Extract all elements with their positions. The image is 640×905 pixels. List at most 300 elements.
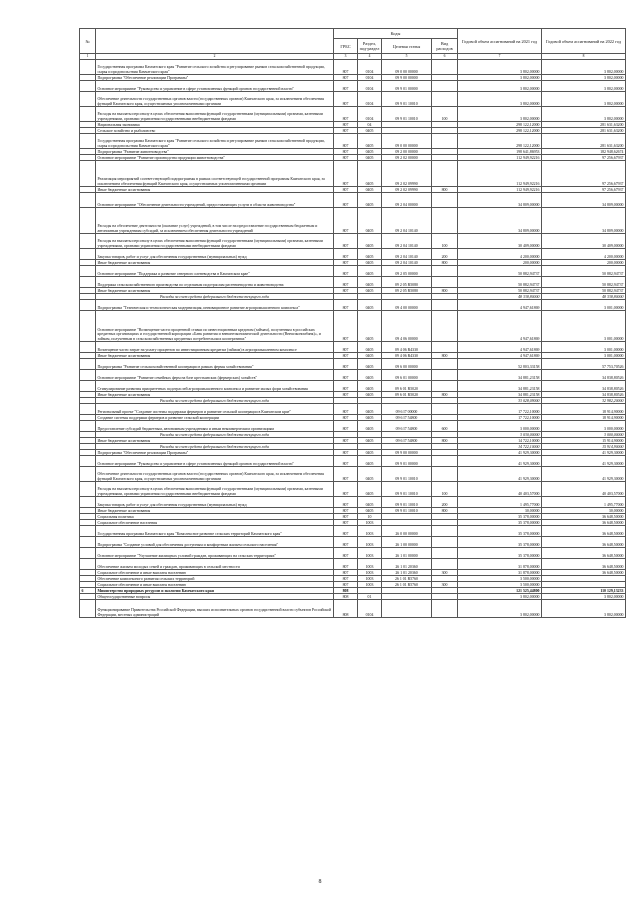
row-name: Иные бюджетные ассигнования bbox=[96, 353, 334, 359]
row-name: Основное мероприятие "Развитие семейных ферм на базе крестьянских (фермерских) хозяйств" bbox=[96, 370, 334, 381]
row-name: Социальное обеспечение и иные выплаты населению bbox=[96, 570, 334, 576]
row-expense-type bbox=[432, 266, 458, 277]
row-amount-2022: 97 256,67937 bbox=[542, 155, 626, 161]
table-row bbox=[80, 234, 626, 249]
row-razdel: 10 bbox=[358, 514, 382, 520]
row-expense-type bbox=[432, 526, 458, 537]
row-expense-type: 200 bbox=[432, 497, 458, 508]
row-expense-type: 800 bbox=[432, 353, 458, 359]
row-amount-2022: 15 914,90000 bbox=[542, 438, 626, 444]
row-amount-2022: 3 001,00000 bbox=[542, 353, 626, 359]
row-amount-2021: 50 882,94737 bbox=[458, 277, 542, 288]
row-amount-2022: 36 648,50000 bbox=[542, 559, 626, 570]
header-year-2021: Годовой объем ассигнований на 2021 год bbox=[458, 29, 542, 54]
row-name: Расходы за счет средств федерального бюджета текущего года bbox=[96, 398, 334, 404]
row-razdel: 1003 bbox=[358, 548, 382, 559]
row-name: Обеспечение комплексного развития сельских территорий bbox=[96, 576, 334, 582]
row-amount-2021: 3 500,00000 bbox=[458, 576, 542, 582]
row-grbs: 807 bbox=[334, 514, 358, 520]
page-number: 8 bbox=[318, 879, 322, 885]
row-expense-type: 100 bbox=[432, 234, 458, 249]
row-expense-type bbox=[432, 208, 458, 234]
row-grbs: 807 bbox=[334, 467, 358, 482]
row-amount-2021: 198 641,86953 bbox=[458, 149, 542, 155]
row-name: Подпрограмма "Создание условий для обеспечения доступным и комфортным жильем сельского населения" bbox=[96, 537, 334, 548]
row-number bbox=[80, 381, 96, 392]
table-row bbox=[80, 300, 626, 311]
row-number bbox=[80, 467, 96, 482]
row-grbs: 808 bbox=[334, 594, 358, 600]
row-grbs: 807 bbox=[334, 75, 358, 81]
row-grbs: 807 bbox=[334, 161, 358, 187]
row-grbs: 807 bbox=[334, 537, 358, 548]
row-grbs: 807 bbox=[334, 415, 358, 421]
row-razdel: 0405 bbox=[358, 300, 382, 311]
table-row bbox=[80, 92, 626, 107]
row-amount-2022: 3 802,00000 bbox=[542, 600, 626, 618]
row-razdel: 0405 bbox=[358, 353, 382, 359]
row-expense-type bbox=[432, 359, 458, 370]
table-body bbox=[80, 60, 626, 618]
row-amount-2022: 36 648,50000 bbox=[542, 570, 626, 576]
row-expense-type bbox=[432, 548, 458, 559]
row-amount-2022: 97 256,67937 bbox=[542, 161, 626, 187]
row-amount-2022: 1 495,77000 bbox=[542, 497, 626, 508]
row-name: Основное мероприятие "Поддержка и развитие северного оленеводства в Камчатском крае" bbox=[96, 266, 334, 277]
row-name: Закупка товаров, работ и услуг для обеспечения государственных (муниципальных) нужд bbox=[96, 497, 334, 508]
row-amount-2021: 200,00000 bbox=[458, 260, 542, 266]
row-expense-type: 200 bbox=[432, 249, 458, 260]
row-target-article: 09 4 06 R4330 bbox=[382, 342, 432, 353]
row-name: Основное мероприятие "Руководство и управление в сфере установленных функций органов государственной власти" bbox=[96, 456, 334, 467]
table-row bbox=[80, 208, 626, 234]
row-amount-2021: 48 338,80000 bbox=[458, 294, 542, 300]
row-amount-2022: 3 001,00000 bbox=[542, 300, 626, 311]
row-razdel: 0405 bbox=[358, 155, 382, 161]
row-name: Подпрограмма "Развитие сельскохозяйственной кооперации в рамках фермы хозяйствования" bbox=[96, 359, 334, 370]
row-target-article: 09 2 05 R5080 bbox=[382, 288, 432, 294]
table-row bbox=[80, 342, 626, 353]
row-expense-type bbox=[432, 456, 458, 467]
row-amount-2022: 50 882,94737 bbox=[542, 266, 626, 277]
column-index: 6 bbox=[432, 54, 458, 60]
row-expense-type: 800 bbox=[432, 438, 458, 444]
row-name: Функционирование Правительства Российской Федерации, высших исполнительных органов государственной власти субъектов Российской Федерации, местных администраций bbox=[96, 600, 334, 618]
row-amount-2022: 36 648,50000 bbox=[542, 537, 626, 548]
row-razdel: 0405 bbox=[358, 134, 382, 149]
row-razdel: 0405 bbox=[358, 359, 382, 370]
row-name: Министерство природных ресурсов и экологии Камчатского края bbox=[96, 588, 334, 594]
row-target-article: 26 1 01 20360 bbox=[382, 559, 432, 570]
row-expense-type bbox=[432, 467, 458, 482]
row-amount-2021: 121 525,44800 bbox=[458, 588, 542, 594]
row-amount-2021: 3 000,00000 bbox=[458, 421, 542, 432]
row-expense-type bbox=[432, 277, 458, 288]
row-expense-type bbox=[432, 134, 458, 149]
row-grbs: 807 bbox=[334, 134, 358, 149]
row-number bbox=[80, 311, 96, 342]
row-amount-2022: 3 802,00000 bbox=[542, 81, 626, 92]
header-grbs: ГРБС bbox=[334, 39, 358, 54]
row-grbs: 807 bbox=[334, 392, 358, 398]
row-name: Основное мероприятие "Руководство и управление в сфере установленных функций органов государственной власти" bbox=[96, 81, 334, 92]
row-amount-2021: 35 378,00000 bbox=[458, 520, 542, 526]
row-number bbox=[80, 600, 96, 618]
row-target-article: 09 6 I7 54800 bbox=[382, 415, 432, 421]
row-target-article: 09 9 01 00000 bbox=[382, 456, 432, 467]
table-row bbox=[80, 548, 626, 559]
row-razdel: 1003 bbox=[358, 559, 382, 570]
row-expense-type bbox=[432, 92, 458, 107]
row-razdel: 0405 bbox=[358, 450, 382, 456]
row-name: Подпрограмма "Обеспечение реализации Программы" bbox=[96, 75, 334, 81]
row-expense-type bbox=[432, 381, 458, 392]
row-number bbox=[80, 370, 96, 381]
row-target-article: 09 2 02 00000 bbox=[382, 155, 432, 161]
row-amount-2021: 50 882,94737 bbox=[458, 266, 542, 277]
row-target-article: 09 9 01 10010 bbox=[382, 482, 432, 497]
row-razdel: 1003 bbox=[358, 576, 382, 582]
row-target-article: 26 1 01 R5760 bbox=[382, 576, 432, 582]
row-number bbox=[80, 548, 96, 559]
row-target-article: 09 9 01 10010 bbox=[382, 107, 432, 122]
row-number bbox=[80, 456, 96, 467]
row-amount-2021: 3 500,00000 bbox=[458, 582, 542, 588]
table-row bbox=[80, 381, 626, 392]
row-amount-2022: 34 838,80526 bbox=[542, 392, 626, 398]
row-amount-2022: 41 929,30000 bbox=[542, 450, 626, 456]
row-name: Расходы за счет средств федерального бюджета текущего года bbox=[96, 444, 334, 450]
row-target-article: 09 9 00 00000 bbox=[382, 450, 432, 456]
row-razdel: 0405 bbox=[358, 381, 382, 392]
row-name: Основное мероприятие "Возмещение части процентной ставки по инвестиционным кредитам (займам), полученным в российских кредитных организациях и государственной корпорации «Банк развития и внешнеэкономической деятельности (Внешэкономбанк)», и займам, полученным в сельскохозяйственных кредитных потребительских кооперативах" bbox=[96, 311, 334, 342]
row-expense-type: 100 bbox=[432, 482, 458, 497]
row-razdel: 0405 bbox=[358, 128, 382, 134]
row-amount-2021: 41 929,30000 bbox=[458, 467, 542, 482]
row-number bbox=[80, 359, 96, 370]
row-number bbox=[80, 497, 96, 508]
row-amount-2022: 41 929,30000 bbox=[542, 456, 626, 467]
row-name: Основное мероприятие "Обеспечение деятельности учреждений, предоставляющих услуги в области животноводства" bbox=[96, 193, 334, 208]
row-amount-2021: 3 802,00000 bbox=[458, 594, 542, 600]
row-target-article: 26 1 01 00000 bbox=[382, 548, 432, 559]
row-name: Закупка товаров, работ и услуг для обеспечения государственных (муниципальных) нужд bbox=[96, 249, 334, 260]
header-codes: Коды bbox=[334, 29, 458, 39]
header-year-2022: Годовой объем ассигнований на 2022 год bbox=[542, 29, 626, 54]
row-number bbox=[80, 134, 96, 149]
row-name: Региональный проект "Создание системы поддержки фермеров и развитие сельской кооперации в Камчатском крае" bbox=[96, 404, 334, 415]
row-grbs: 807 bbox=[334, 421, 358, 432]
row-razdel: 0405 bbox=[358, 266, 382, 277]
row-name: Иные бюджетные ассигнования bbox=[96, 288, 334, 294]
table-row bbox=[80, 421, 626, 432]
row-expense-type bbox=[432, 300, 458, 311]
row-amount-2021: 34 881,23158 bbox=[458, 392, 542, 398]
row-target-article: 09 2 02 09990 bbox=[382, 187, 432, 193]
row-grbs: 807 bbox=[334, 520, 358, 526]
row-expense-type bbox=[432, 404, 458, 415]
row-amount-2022: 3 000,00000 bbox=[542, 421, 626, 432]
row-grbs: 807 bbox=[334, 370, 358, 381]
row-amount-2021: 31 878,00000 bbox=[458, 559, 542, 570]
row-amount-2021: 35 378,00000 bbox=[458, 537, 542, 548]
row-grbs: 807 bbox=[334, 438, 358, 444]
row-name: Предоставление субсидий бюджетным, автономным учреждениям и иным некоммерческим организациям bbox=[96, 421, 334, 432]
row-grbs: 807 bbox=[334, 353, 358, 359]
row-amount-2022: 30 409,00000 bbox=[542, 234, 626, 249]
row-name: Расходы за счет средств федерального бюджета текущего года bbox=[96, 294, 334, 300]
row-name: Обеспечение деятельности государственных органов власти (государственных органов) Камчатского края, за исключением обеспечения функций Камчатского края, осуществляемых уполномоченными органами bbox=[96, 467, 334, 482]
row-grbs: 808 bbox=[334, 588, 358, 594]
row-grbs: 808 bbox=[334, 600, 358, 618]
table-row bbox=[80, 497, 626, 508]
row-razdel: 0405 bbox=[358, 438, 382, 444]
row-razdel: 0405 bbox=[358, 277, 382, 288]
row-amount-2021: 41 929,30000 bbox=[458, 450, 542, 456]
header-target-article: Целевая статья bbox=[382, 39, 432, 54]
row-number bbox=[80, 404, 96, 415]
row-amount-2021: 35 378,00000 bbox=[458, 548, 542, 559]
row-razdel: 1003 bbox=[358, 526, 382, 537]
row-name: Возмещение части затрат на уплату процентов по инвестиционным кредитам (займам) в агропромышленном комплексе bbox=[96, 342, 334, 353]
row-amount-2021: 33 028,09000 bbox=[458, 398, 542, 404]
row-amount-2022: 281 631,63200 bbox=[542, 134, 626, 149]
row-amount-2022: 3 802,00000 bbox=[542, 107, 626, 122]
row-grbs: 807 bbox=[334, 508, 358, 514]
table-header bbox=[80, 29, 626, 60]
table-row bbox=[80, 249, 626, 260]
row-target-article: 09 9 01 10010 bbox=[382, 497, 432, 508]
row-razdel: 0104 bbox=[358, 92, 382, 107]
row-name: Расходы на выплаты персоналу в целях обеспечения выполнения функций государственными (муниципальными) органами, казенными учреждениями, органами управления государственными внебюджетными фондами bbox=[96, 107, 334, 122]
row-expense-type: 800 bbox=[432, 392, 458, 398]
row-amount-2022: 50 882,94737 bbox=[542, 288, 626, 294]
row-amount-2022: 30,00000 bbox=[542, 508, 626, 514]
row-target-article: 26 1 00 00000 bbox=[382, 537, 432, 548]
row-amount-2021: 3 802,00000 bbox=[458, 600, 542, 618]
row-grbs: 807 bbox=[334, 450, 358, 456]
row-number bbox=[80, 342, 96, 353]
row-target-article: 09 9 01 10010 bbox=[382, 92, 432, 107]
row-amount-2022: 281 631,63200 bbox=[542, 122, 626, 128]
row-number bbox=[80, 161, 96, 187]
row-expense-type bbox=[432, 559, 458, 570]
row-name: Стимулирование развития приоритетных подотраслей агропромышленного комплекса и развитие малых форм хозяйствования bbox=[96, 381, 334, 392]
table-row bbox=[80, 456, 626, 467]
table-row bbox=[80, 370, 626, 381]
column-index: 2 bbox=[96, 54, 334, 60]
row-target-article: 09 2 04 10140 bbox=[382, 260, 432, 266]
table-row bbox=[80, 311, 626, 342]
row-razdel: 0405 bbox=[358, 421, 382, 432]
row-name: Основное мероприятие "Развитие производства продукции животноводства" bbox=[96, 155, 334, 161]
row-razdel: 0405 bbox=[358, 260, 382, 266]
row-name: Сельское хозяйство и рыболовство bbox=[96, 128, 334, 134]
row-number bbox=[80, 266, 96, 277]
table-row bbox=[80, 193, 626, 208]
table-row bbox=[80, 277, 626, 288]
row-amount-2022: 3 802,00000 bbox=[542, 92, 626, 107]
row-razdel: 1003 bbox=[358, 537, 382, 548]
row-expense-type: 300 bbox=[432, 582, 458, 588]
row-target-article: 09 6 I7 00000 bbox=[382, 404, 432, 415]
row-razdel: 01 bbox=[358, 594, 382, 600]
row-grbs: 807 bbox=[334, 277, 358, 288]
row-grbs: 807 bbox=[334, 582, 358, 588]
row-name: Общегосударственные вопросы bbox=[96, 594, 334, 600]
row-number bbox=[80, 107, 96, 122]
row-amount-2022: 48 338,80000 bbox=[542, 294, 626, 300]
row-razdel: 1003 bbox=[358, 520, 382, 526]
row-number bbox=[80, 526, 96, 537]
row-amount-2021: 298 122,12000 bbox=[458, 134, 542, 149]
row-amount-2022: 281 631,63200 bbox=[542, 128, 626, 134]
row-amount-2021: 3 030,00000 bbox=[458, 432, 542, 438]
table-row bbox=[80, 81, 626, 92]
column-index: 4 bbox=[358, 54, 382, 60]
table-row bbox=[80, 537, 626, 548]
row-target-article: 09 4 06 00000 bbox=[382, 311, 432, 342]
row-grbs: 807 bbox=[334, 122, 358, 128]
budget-table-page bbox=[79, 28, 625, 618]
row-amount-2021: 3 802,00000 bbox=[458, 75, 542, 81]
row-grbs: 807 bbox=[334, 107, 358, 122]
row-grbs: 807 bbox=[334, 234, 358, 249]
header-razdel: Раздел, под-раздел bbox=[358, 39, 382, 54]
row-grbs: 807 bbox=[334, 155, 358, 161]
row-amount-2022: 3 802,00000 bbox=[542, 60, 626, 75]
row-name: Расходы на обеспечение деятельности (оказание услуг) учреждений, в том числе на предоставление государственным бюджетным и автономным учреждениям субсидий, за исключением обеспечения деятельности учреждений bbox=[96, 208, 334, 234]
row-amount-2022: 182 948,62674 bbox=[542, 149, 626, 155]
row-expense-type: 100 bbox=[432, 107, 458, 122]
row-target-article: 09 2 04 10140 bbox=[382, 208, 432, 234]
row-grbs: 807 bbox=[334, 249, 358, 260]
row-razdel: 0104 bbox=[358, 60, 382, 75]
row-grbs: 807 bbox=[334, 526, 358, 537]
row-number bbox=[80, 208, 96, 234]
column-index: 1 bbox=[80, 54, 96, 60]
row-target-article: 26 1 01 R5760 bbox=[382, 582, 432, 588]
header-name-empty bbox=[96, 29, 334, 54]
row-name: Обеспечение жильем молодых семей и граждан, проживающих в сельской местности bbox=[96, 559, 334, 570]
row-number bbox=[80, 277, 96, 288]
row-amount-2021: 14 722,10000 bbox=[458, 444, 542, 450]
row-amount-2022: 50 882,94737 bbox=[542, 277, 626, 288]
row-amount-2021: 3 802,00000 bbox=[458, 107, 542, 122]
row-amount-2022: 34 838,80526 bbox=[542, 381, 626, 392]
row-amount-2022: 97 256,67937 bbox=[542, 187, 626, 193]
header-num: № bbox=[80, 29, 96, 54]
row-number bbox=[80, 81, 96, 92]
row-amount-2021: 34 881,23158 bbox=[458, 370, 542, 381]
row-amount-2021: 35 378,00000 bbox=[458, 514, 542, 520]
row-amount-2022: 4 200,00000 bbox=[542, 249, 626, 260]
row-name: Иные бюджетные ассигнования bbox=[96, 508, 334, 514]
row-expense-type: 800 bbox=[432, 288, 458, 294]
row-amount-2021: 52 803,33158 bbox=[458, 359, 542, 370]
row-name: Создание системы поддержки фермеров и развитие сельской кооперации bbox=[96, 415, 334, 421]
row-amount-2022: 200,00000 bbox=[542, 260, 626, 266]
row-razdel: 0405 bbox=[358, 208, 382, 234]
row-amount-2021: 17 722,10000 bbox=[458, 415, 542, 421]
row-target-article: 09 4 06 R4330 bbox=[382, 353, 432, 359]
row-grbs: 807 bbox=[334, 187, 358, 193]
row-razdel: 0405 bbox=[358, 467, 382, 482]
row-amount-2021: 30 409,00000 bbox=[458, 234, 542, 249]
row-grbs: 807 bbox=[334, 381, 358, 392]
row-amount-2021: 4 947,61869 bbox=[458, 353, 542, 359]
row-razdel: 0405 bbox=[358, 249, 382, 260]
row-target-article: 09 9 01 10010 bbox=[382, 508, 432, 514]
row-amount-2022: 3 000,00000 bbox=[542, 432, 626, 438]
row-amount-2022: 34 809,00000 bbox=[542, 193, 626, 208]
row-amount-2021: 112 949,92216 bbox=[458, 155, 542, 161]
row-number bbox=[80, 482, 96, 497]
row-amount-2022: 32 982,20000 bbox=[542, 398, 626, 404]
row-razdel: 0104 bbox=[358, 107, 382, 122]
row-number bbox=[80, 92, 96, 107]
row-grbs: 807 bbox=[334, 576, 358, 582]
row-expense-type: 800 bbox=[432, 187, 458, 193]
row-target-article: 09 9 01 10010 bbox=[382, 467, 432, 482]
row-number bbox=[80, 60, 96, 75]
row-amount-2022: 15 914,90000 bbox=[542, 444, 626, 450]
row-amount-2022: 3 001,00000 bbox=[542, 311, 626, 342]
table-row bbox=[80, 60, 626, 75]
row-amount-2021: 1 495,77000 bbox=[458, 497, 542, 508]
row-target-article: 09 6 00 00000 bbox=[382, 359, 432, 370]
row-amount-2021: 298 122,12000 bbox=[458, 122, 542, 128]
row-razdel: 0405 bbox=[358, 288, 382, 294]
row-razdel: 0405 bbox=[358, 370, 382, 381]
row-target-article: 09 2 04 10140 bbox=[382, 249, 432, 260]
row-name: Государственная программа Камчатского края "Развитие сельского хозяйства и регулирование рынков сельскохозяйственной продукции, сырья и продовольствия Камчатского края" bbox=[96, 60, 334, 75]
row-name: Расходы на выплаты персоналу в целях обеспечения выполнения функций государственными (муниципальными) органами, казенными учреждениями, органами управления государственными внебюджетными фондами bbox=[96, 482, 334, 497]
row-expense-type bbox=[432, 537, 458, 548]
row-grbs: 807 bbox=[334, 260, 358, 266]
row-amount-2022: 40 403,57000 bbox=[542, 482, 626, 497]
row-amount-2022: 57 753,70526 bbox=[542, 359, 626, 370]
row-amount-2021: 4 947,61869 bbox=[458, 311, 542, 342]
row-name: Социальное обеспечение и иные выплаты населению bbox=[96, 582, 334, 588]
row-amount-2021: 40 403,57000 bbox=[458, 482, 542, 497]
row-target-article: 09 6 01 R5020 bbox=[382, 381, 432, 392]
row-grbs: 807 bbox=[334, 266, 358, 277]
row-target-article: 09 6 01 R5020 bbox=[382, 392, 432, 398]
row-amount-2021: 34 809,00000 bbox=[458, 193, 542, 208]
row-amount-2022: 34 838,80526 bbox=[542, 370, 626, 381]
row-target-article: 26 1 01 20360 bbox=[382, 570, 432, 576]
table-row bbox=[80, 600, 626, 618]
row-name: Обеспечение деятельности государственных органов власти (государственных органов) Камчатского края, за исключением обеспечения функций Камчатского края, осуществляемых уполномоченными органами bbox=[96, 92, 334, 107]
row-amount-2021: 35 378,00000 bbox=[458, 526, 542, 537]
row-name: Основное мероприятие "Улучшение жилищных условий граждан, проживающих на сельских территориях" bbox=[96, 548, 334, 559]
row-target-article: 09 2 00 00000 bbox=[382, 149, 432, 155]
row-grbs: 807 bbox=[334, 456, 358, 467]
row-amount-2022: 18 914,90000 bbox=[542, 415, 626, 421]
row-name: Расходы за счет средств федерального бюджета текущего года bbox=[96, 432, 334, 438]
row-number bbox=[80, 234, 96, 249]
row-target-article: 09 0 00 00000 bbox=[382, 134, 432, 149]
row-amount-2021: 34 881,23158 bbox=[458, 381, 542, 392]
row-razdel: 0405 bbox=[358, 234, 382, 249]
table-row bbox=[80, 359, 626, 370]
row-razdel: 0405 bbox=[358, 404, 382, 415]
row-razdel: 0405 bbox=[358, 311, 382, 342]
row-name: Государственная программа Камчатского края "Развитие сельского хозяйства и регулирование рынков сельскохозяйственной продукции, сырья и продовольствия Камчатского края" bbox=[96, 134, 334, 149]
table-row bbox=[80, 404, 626, 415]
row-amount-2021: 3 802,00000 bbox=[458, 92, 542, 107]
